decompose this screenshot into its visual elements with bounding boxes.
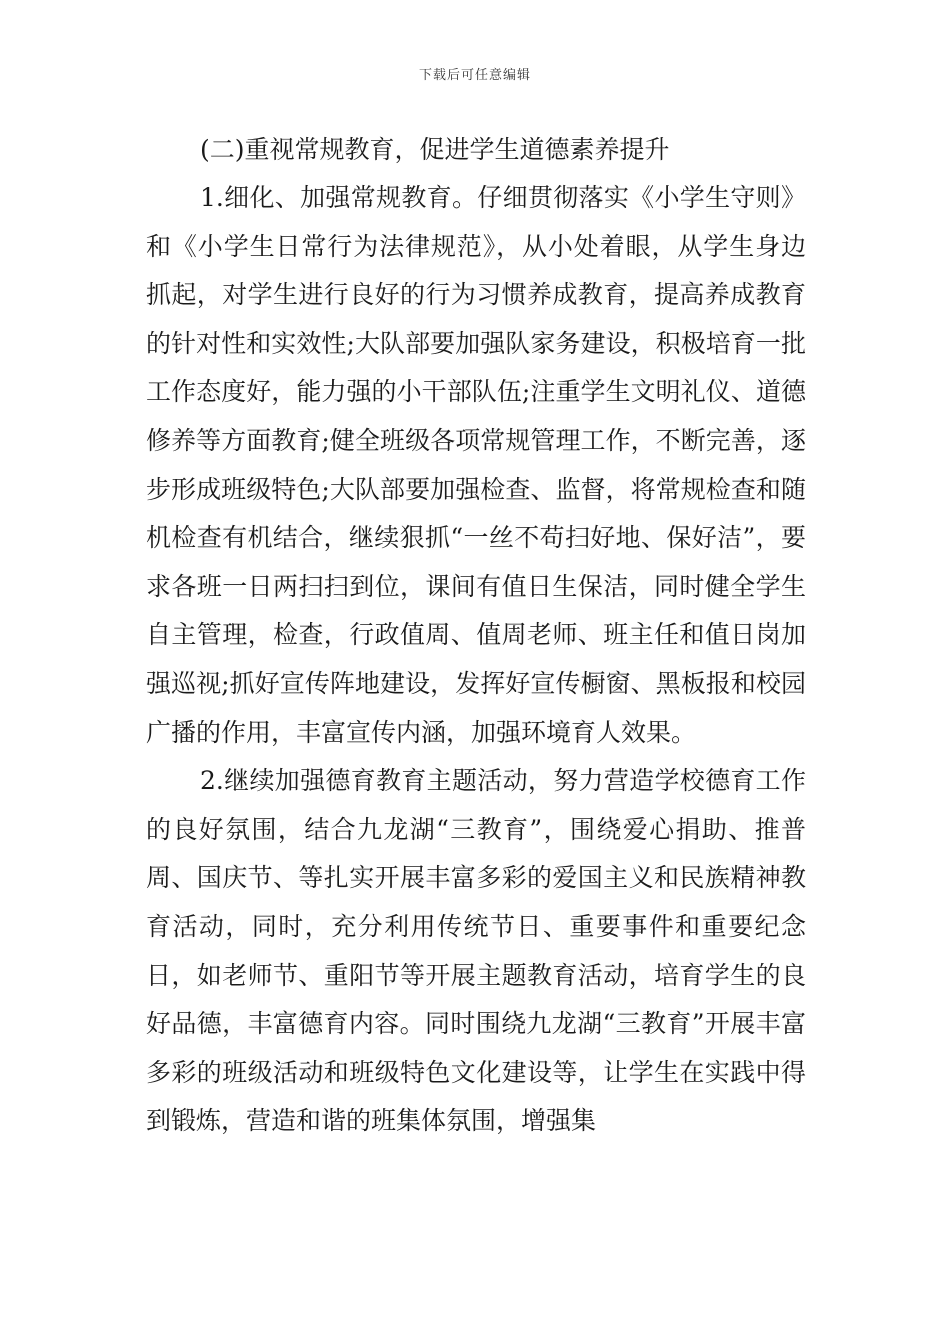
page-header-note: 下载后可任意编辑: [418, 68, 531, 83]
section-heading: (二)重视常规教育，促进学生道德素养提升: [200, 135, 670, 164]
paragraph-2: 2.继续加强德育教育主题活动，努力营造学校德育工作的良好氛围，结合九龙湖“三教育”，围绕爱心捐助、推普周、国庆节、等扎实开展丰富多彩的爱国主义和民族精神教育活动，同时，充分利用传统节日、重要事件和重要纪念日，如老师节、重阳节等开展主题教育活动，培育学生的良好品德，丰富德育内容。同时围绕九龙湖“三教育”开展丰富多彩的班级活动和班级特色文化建设等，让学生在实践中得到锻炼，营造和谐的班集体氛围，增强集: [146, 766, 806, 1136]
document-body: [146, 126, 806, 1146]
paragraph-1: 1.细化、加强常规教育。仔细贯彻落实《小学生守则》和《小学生日常行为法律规范》，从小处着眼，从学生身边抓起，对学生进行良好的行为习惯养成教育，提高养成教育的针对性和实效性;大队部要加强队家务建设，积极培育一批工作态度好，能力强的小干部队伍;注重学生文明礼仪、道德修养等方面教育;健全班级各项常规管理工作，不断完善，逐步形成班级特色;大队部要加强检查、监督，将常规检查和随机检查有机结合，继续狠抓“一丝不苟扫好地、保好洁”，要求各班一日两扫扫到位，课间有值日生保洁，同时健全学生自主管理，检查，行政值周、值周老师、班主任和值日岗加强巡视;抓好宣传阵地建设，发挥好宣传橱窗、黑板报和校园广播的作用，丰富宣传内涵，加强环境育人效果。: [146, 183, 806, 747]
